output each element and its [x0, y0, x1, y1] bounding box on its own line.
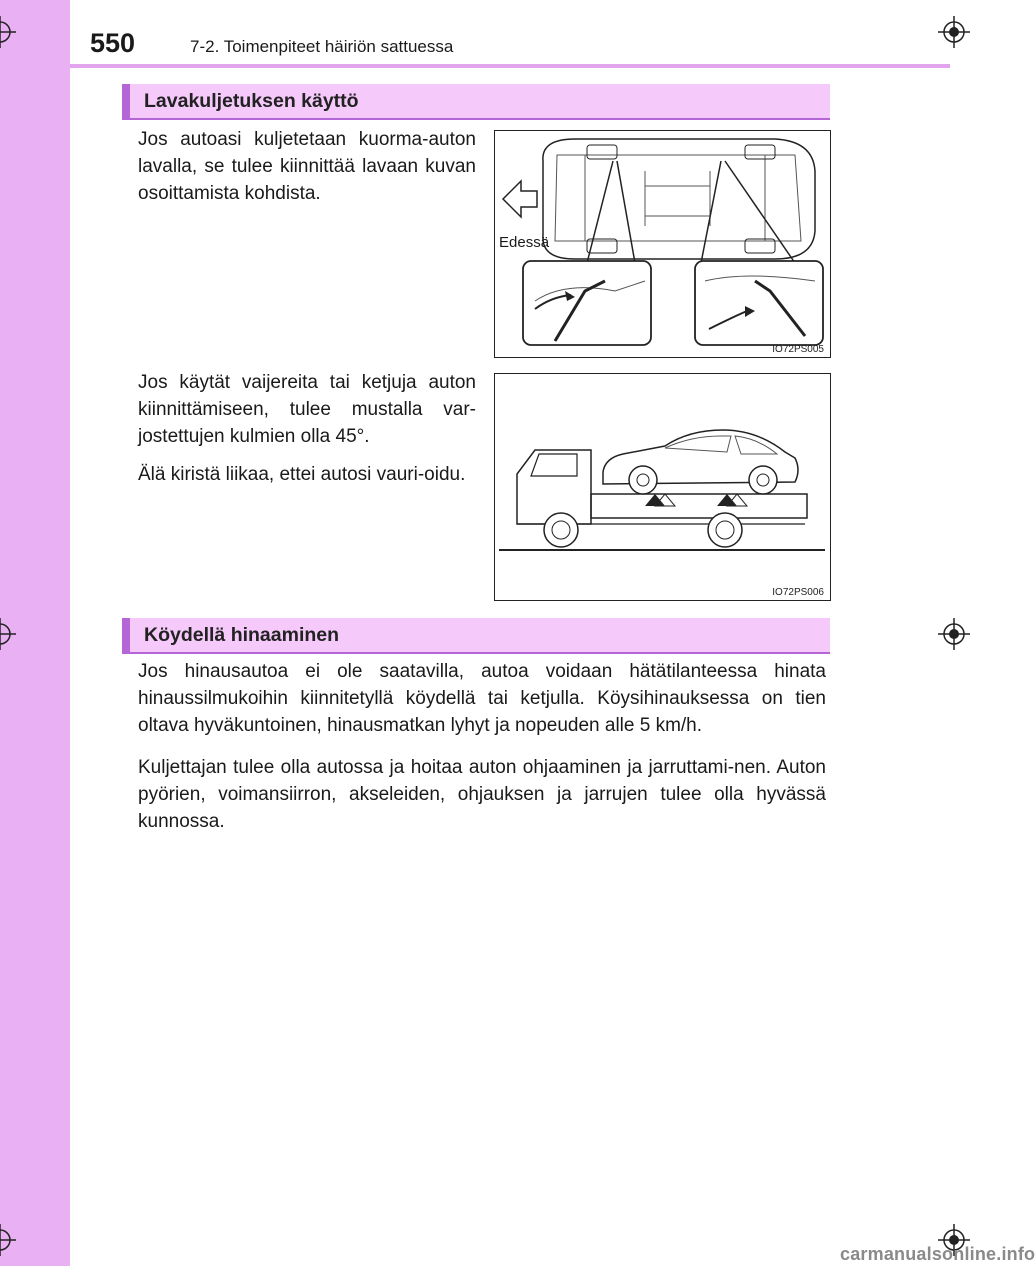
paragraph-rope-towing: Jos hinausautoa ei ole saatavilla, autoa voidaan hätätilanteessa hinata hinaussilmukoihin kiinnitetyllä köydellä tai ketjulla. Köysihinauksessa on tien oltava hyväkuntoinen, hinausmatkan lyhyt ja nopeuden alle 5 km/h. [138, 661, 826, 736]
figure-id: IO72PS005 [772, 344, 824, 355]
paragraph-driver-requirements: Kuljettajan tulee olla autossa ja hoitaa auton ohjaaminen ja jarruttami-nen. Auton pyörien, voimansiirron, akseleiden, ohjauksen ja jarrujen tulee olla hyvässä kunnossa. [138, 757, 826, 832]
section-heading-truck-transport: Lavakuljetuksen käyttö [122, 84, 830, 118]
figure-truck-transport [494, 373, 831, 601]
registration-mark-icon [938, 618, 970, 650]
paragraph-wire-angle: Jos käytät vaijereita tai ketjuja auton kiinnittämiseen, tulee mustalla var-jostettujen kulmien olla 45°. [138, 372, 476, 447]
registration-mark-icon [0, 16, 16, 48]
header-rule [70, 64, 950, 68]
figure-id: IO72PS006 [772, 587, 824, 598]
paragraph-truck-mount: Jos autoasi kuljetetaan kuorma-auton lavalla, se tulee kiinnittää lavaan kuvan osoittamista kohdista. [138, 129, 476, 204]
figure-tie-down-points [494, 130, 831, 358]
paragraph-no-overtighten: Älä kiristä liikaa, ettei autosi vauri-oidu. [138, 464, 466, 485]
section-heading-rope-towing: Köydellä hinaaminen [122, 618, 830, 652]
chapter-title: 7-2. Toimenpiteet häiriön sattuessa [190, 37, 454, 56]
footer-watermark: carmanualsonline.info [840, 1244, 1035, 1264]
front-label: Edessä [499, 234, 550, 251]
registration-mark-icon [938, 16, 970, 48]
page-number: 550 [90, 28, 136, 58]
tow-truck-illustration [495, 374, 830, 600]
registration-mark-icon [0, 1224, 16, 1256]
registration-mark-icon [0, 618, 16, 650]
